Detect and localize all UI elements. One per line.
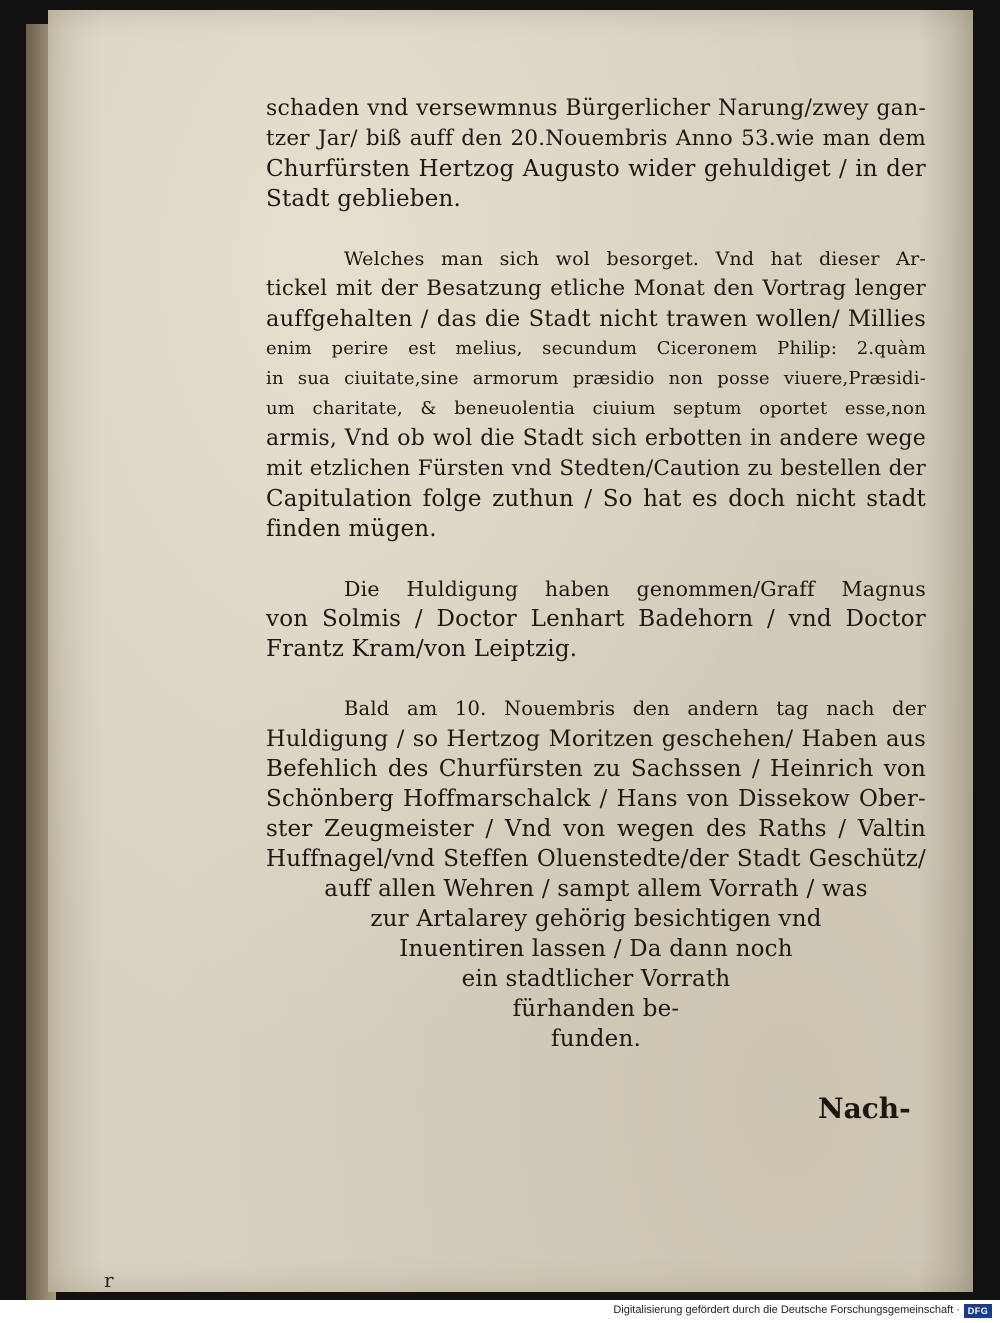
paragraph-2 xyxy=(266,244,926,544)
text-line: Schönberg Hoffmarschalck / Hans von Dissekow Ober- xyxy=(266,786,926,812)
text-line: schaden vnd versewmnus Bürgerlicher Narung/zwey gan- xyxy=(266,96,926,121)
text-line: Welches man sich wol besorget. Vnd hat dieser Ar- xyxy=(344,248,926,270)
text-line: tzer Jar/ biß auff den 20.Nouembris Anno 53.wie man dem xyxy=(266,126,926,151)
text-line: Die Huldigung haben genommen/Graff Magnus xyxy=(344,577,926,601)
paragraph-3 xyxy=(266,574,926,664)
latin-text-line: um charitate, & beneuolentia ciuium septum oportet esse,non xyxy=(266,398,926,419)
footer-bar xyxy=(0,1300,1000,1323)
text-line: Churfürsten Hertzog Augusto wider gehuldiget / in der xyxy=(266,156,926,182)
text-line: ster Zeugmeister / Vnd von wegen des Raths / Valtin xyxy=(266,816,926,842)
latin-text-line: enim perire est melius, secundum Ciceronem Philip: 2.quàm xyxy=(266,338,926,359)
text-line: Stadt geblieben. xyxy=(266,186,462,212)
text-line: Bald am 10. Nouembris den andern tag nach der xyxy=(344,697,926,720)
tapered-text-line: fürhanden be- xyxy=(512,996,680,1022)
text-line: Huldigung / so Hertzog Moritzen geschehen/ Haben aus xyxy=(266,726,926,752)
tapered-text-line: ein stadtlicher Vorrath xyxy=(461,966,731,992)
text-line: von Solmis / Doctor Lenhart Badehorn / vnd Doctor xyxy=(266,606,926,632)
catchword: Nach- xyxy=(818,1092,911,1125)
text-line: armis, Vnd ob wol die Stadt sich erbotten in andere wege xyxy=(266,426,926,451)
page-text xyxy=(266,94,926,1054)
text-line: finden mügen. xyxy=(266,516,437,542)
tapered-text-line: auff allen Wehren / sampt allem Vorrath / was xyxy=(324,876,868,902)
text-line: Capitulation folge zuthun / So hat es doch nicht stadt xyxy=(266,486,926,512)
tapered-text-line: zur Artalarey gehörig besichtigen vnd xyxy=(370,906,822,932)
funding-notice: Digitalisierung gefördert durch die Deutsche Forschungsgemeinschaft · xyxy=(613,1304,960,1316)
text-line: auffgehalten / das die Stadt nicht trawen wollen/ Millies xyxy=(266,306,926,332)
margin-mark: r xyxy=(104,1268,114,1292)
paragraph-1 xyxy=(266,94,926,214)
text-line: Huffnagel/vnd Steffen Oluenstedte/der Stadt Geschütz/ xyxy=(266,846,926,872)
document-page xyxy=(48,10,973,1292)
tapered-text-line: funden. xyxy=(551,1026,641,1052)
text-line: tickel mit der Besatzung etliche Monat den Vortrag lenger xyxy=(266,276,926,301)
latin-text-line: in sua ciuitate,sine armorum præsidio non posse viuere,Præsidi- xyxy=(266,368,926,389)
dfg-logo-icon: DFG xyxy=(964,1304,992,1318)
text-line: mit etzlichen Fürsten vnd Stedten/Caution zu bestellen der xyxy=(266,456,926,481)
text-line: Frantz Kram/von Leiptzig. xyxy=(266,636,578,662)
text-line: Befehlich des Churfürsten zu Sachssen / Heinrich von xyxy=(266,756,926,782)
tapered-text-line: Inuentiren lassen / Da dann noch xyxy=(399,936,793,962)
paragraph-4 xyxy=(266,694,926,1054)
